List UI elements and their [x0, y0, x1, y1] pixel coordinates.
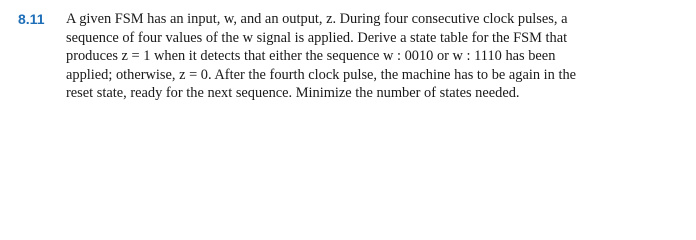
statement-line-3: produces z = 1 when it detects that either the sequence w : 0010 or w : 1110 has been	[66, 48, 556, 65]
problem-number: 8.11	[18, 11, 45, 27]
problem-statement	[66, 10, 686, 103]
statement-line-2: sequence of four values of the w signal is applied. Derive a state table for the FSM that	[66, 29, 568, 46]
statement-line-4: applied; otherwise, z = 0. After the fourth clock pulse, the machine has to be again in the	[66, 66, 577, 83]
statement-line-1: A given FSM has an input, w, and an output, z. During four consecutive clock pulses, a	[66, 11, 568, 27]
statement-line-5: reset state, ready for the next sequence. Minimize the number of states needed.	[66, 85, 520, 102]
